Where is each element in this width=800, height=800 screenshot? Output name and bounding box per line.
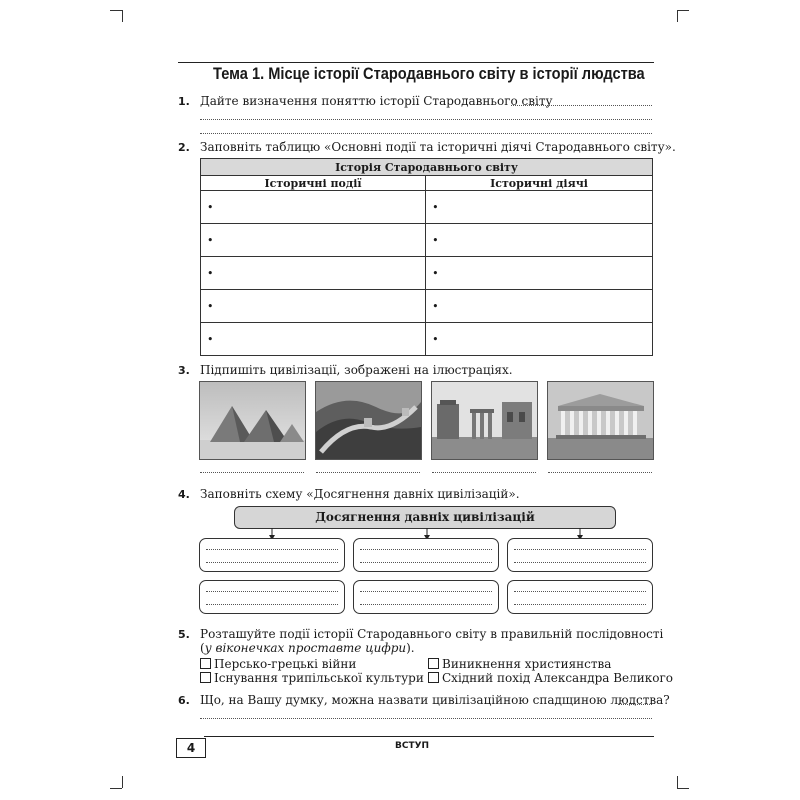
checkbox-icon[interactable] [200, 672, 211, 683]
q5-hint: (у віконечках проставте цифри). [200, 641, 415, 655]
table-cell[interactable]: • [426, 191, 653, 224]
q5-text: Розташуйте події історії Стародавнього світу в правильній послідовності [200, 627, 664, 641]
table-cell[interactable]: • [201, 224, 426, 257]
table-cell[interactable]: • [426, 323, 653, 356]
table-header: Історія Стародавнього світу [201, 159, 653, 176]
crop-mark [677, 788, 689, 789]
q5-number: 5. [178, 628, 190, 641]
scheme-center: Досягнення давніх цивілізацій [234, 506, 616, 529]
crop-mark [677, 776, 678, 788]
footer-rule [204, 736, 654, 737]
scheme-box[interactable] [199, 538, 345, 572]
q2-text: Заповніть таблицю «Основні події та історичні діячі Стародавнього світу». [200, 140, 676, 154]
q3-text: Підпишіть цивілізації, зображені на ілюстраціях. [200, 363, 513, 377]
table-cell[interactable]: • [426, 224, 653, 257]
q3-number: 3. [178, 364, 190, 377]
checkbox-icon[interactable] [428, 658, 439, 669]
order-option[interactable]: Існування трипільської культури [200, 671, 424, 685]
q4-number: 4. [178, 488, 190, 501]
page-title: Тема 1. Місце історії Стародавнього світу в історії людства [213, 64, 645, 83]
section-label: ВСТУП [395, 741, 430, 751]
scheme-box[interactable] [507, 538, 653, 572]
table-cell[interactable]: • [201, 323, 426, 356]
checkbox-icon[interactable] [200, 658, 211, 669]
q6-answer-line[interactable] [618, 704, 652, 705]
column-events: Історичні події [201, 176, 426, 191]
q6-text: Що, на Вашу думку, можна назвати цивілізаційною спадщиною людства? [200, 693, 670, 707]
table-cell[interactable]: • [201, 257, 426, 290]
table-cell[interactable]: • [201, 191, 426, 224]
q6-answer-line[interactable] [200, 718, 652, 719]
scheme-box[interactable] [353, 580, 499, 614]
scheme-box[interactable] [507, 580, 653, 614]
q4-text: Заповніть схему «Досягнення давніх цивілізацій». [200, 487, 520, 501]
q6-number: 6. [178, 694, 190, 707]
page-number: 4 [176, 738, 206, 758]
order-option[interactable]: Виникнення християнства [428, 657, 611, 671]
scheme-box[interactable] [199, 580, 345, 614]
q1-number: 1. [178, 95, 190, 108]
column-figures: Історичні діячі [426, 176, 653, 191]
order-option[interactable]: Східний похід Александра Великого [428, 671, 673, 685]
scheme-box[interactable] [353, 538, 499, 572]
order-option[interactable]: Персько-грецькі війни [200, 657, 356, 671]
crop-mark [110, 788, 122, 789]
q2-number: 2. [178, 141, 190, 154]
crop-mark [122, 776, 123, 788]
checkbox-icon[interactable] [428, 672, 439, 683]
q1-text: Дайте визначення поняттю історії Стародавнього світу [200, 94, 553, 108]
table-cell[interactable]: • [201, 290, 426, 323]
table-cell[interactable]: • [426, 257, 653, 290]
table-cell[interactable]: • [426, 290, 653, 323]
